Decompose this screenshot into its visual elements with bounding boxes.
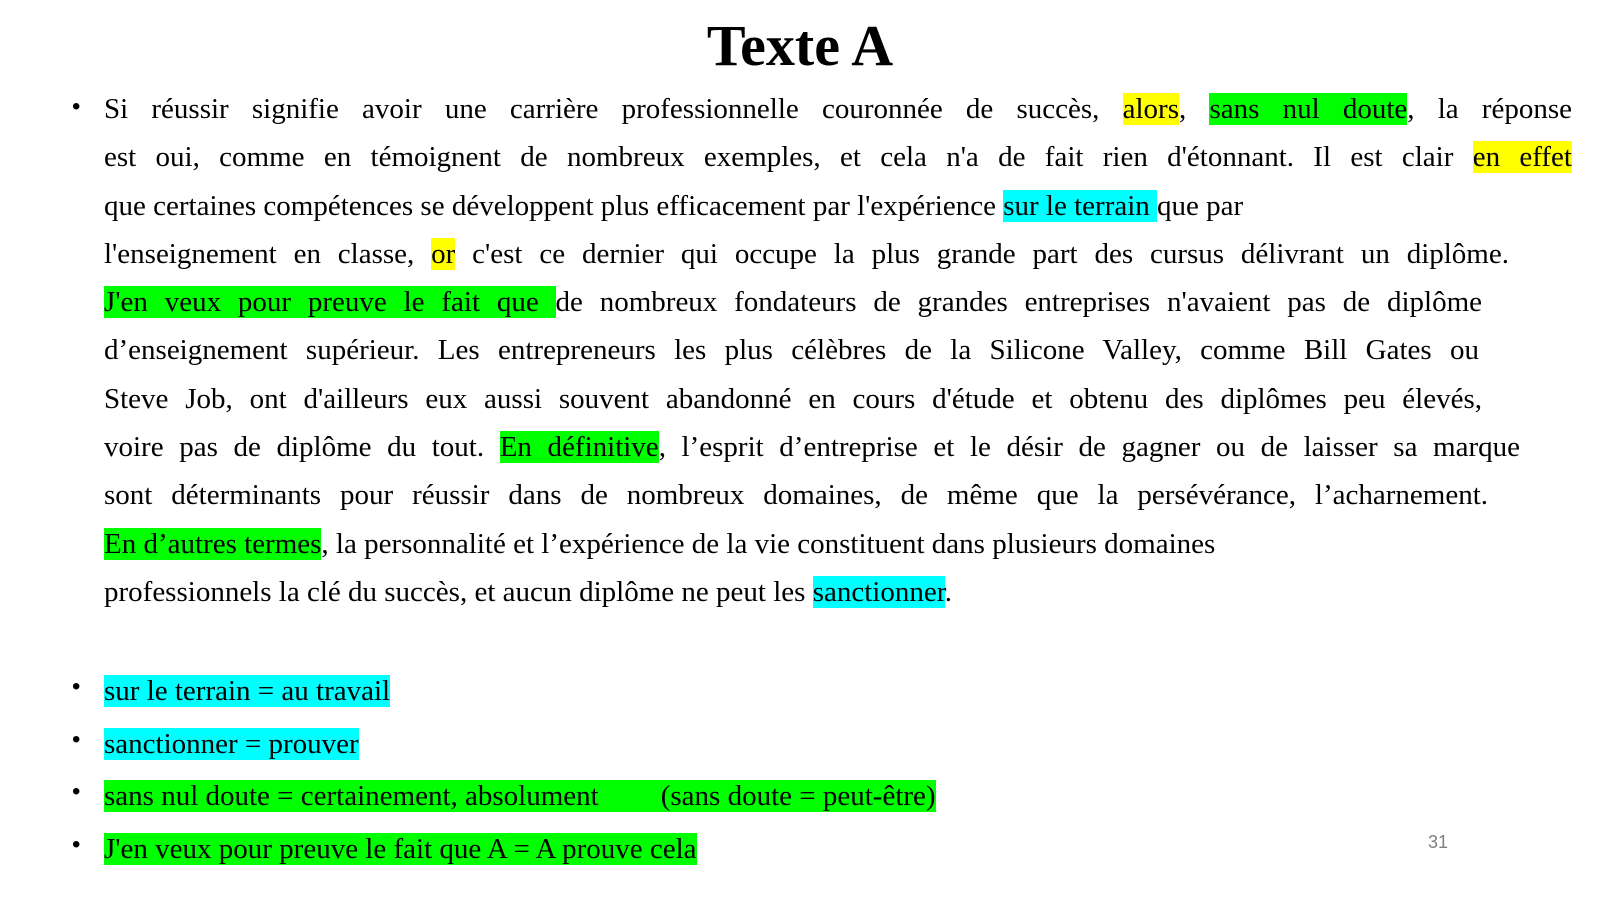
text-line bbox=[104, 326, 1479, 374]
text-line bbox=[104, 182, 1389, 230]
text-run: l'enseignement en classe, bbox=[104, 237, 432, 270]
text-run: . bbox=[944, 575, 953, 608]
text-line bbox=[104, 520, 1572, 568]
text-run: , bbox=[1178, 93, 1210, 125]
text-run: , l’esprit d’entreprise et le désir de gagner ou de laisser sa marque bbox=[658, 431, 1521, 464]
slide-title: Texte A bbox=[706, 13, 894, 78]
text-line bbox=[104, 85, 1572, 133]
list-item bbox=[72, 718, 1372, 771]
highlight-jen-veux-pour-preuve: J'en veux pour preuve le fait que bbox=[104, 286, 556, 319]
bullet-icon: • bbox=[72, 93, 81, 120]
highlight-en-definitive: En définitive bbox=[499, 431, 659, 464]
highlight-sur-le-terrain: sur le terrain bbox=[1003, 189, 1158, 222]
highlight-or: or bbox=[431, 237, 456, 270]
text-run: que par bbox=[1157, 189, 1244, 222]
highlight-en-effet: en effet bbox=[1472, 141, 1572, 174]
text-run: que certaines compétences se développent plus efficacement par l'expérience bbox=[104, 189, 1004, 222]
vocab-term: sanctionner = prouver bbox=[104, 727, 359, 760]
vocab-term: sur le terrain = au travail bbox=[104, 675, 391, 707]
list-item bbox=[72, 770, 1372, 823]
highlight-sanctionner: sanctionner bbox=[812, 575, 945, 608]
vocab-term bbox=[104, 780, 936, 812]
text-paragraph bbox=[72, 85, 1572, 616]
vocab-term-note: (sans doute = peut-être) bbox=[660, 780, 936, 812]
text-run: , la réponse bbox=[1407, 93, 1572, 125]
vocab-term: J'en veux pour preuve le fait que A = A prouve cela bbox=[104, 832, 697, 865]
text-run: Si réussir signifie avoir une carrière professionnelle couronnée de succès, bbox=[104, 93, 1123, 125]
list-item bbox=[72, 665, 1372, 718]
bullet-icon: • bbox=[72, 830, 81, 858]
bullet-icon: • bbox=[72, 778, 81, 805]
text-line bbox=[104, 133, 1572, 181]
page-number: 31 bbox=[1428, 832, 1449, 852]
text-line bbox=[104, 230, 1509, 278]
text-line bbox=[104, 423, 1520, 471]
bullet-icon: • bbox=[72, 673, 81, 700]
text-run: voire pas de diplôme du tout. bbox=[104, 431, 500, 464]
text-run: sont déterminants pour réussir dans de nombreux domaines, de même que la persévérance, l’acharnement. bbox=[104, 479, 1488, 512]
list-item bbox=[72, 823, 1372, 876]
highlight-en-dautres-termes: En d’autres termes bbox=[104, 527, 322, 560]
paragraph-item bbox=[72, 85, 1572, 616]
text-run: professionnels la clé du succès, et aucun diplôme ne peut les bbox=[104, 575, 813, 608]
text-run: d’enseignement supérieur. Les entrepreneurs les plus célèbres de la Silicone Valley, comme Bill Gates ou bbox=[104, 334, 1479, 367]
highlight-alors: alors bbox=[1122, 93, 1179, 125]
bullet-icon: • bbox=[72, 725, 81, 753]
text-run: est oui, comme en témoignent de nombreux exemples, et cela n'a de fait rien d'étonnant. Il est clair bbox=[104, 141, 1473, 174]
highlight-sans-nul-doute: sans nul doute bbox=[1209, 93, 1408, 125]
text-line bbox=[104, 568, 1572, 616]
text-line bbox=[104, 375, 1482, 423]
vocab-term-text: sans nul doute = certainement, absolument bbox=[104, 780, 599, 812]
text-run: de nombreux fondateurs de grandes entreprises n'avaient pas de diplôme bbox=[555, 286, 1482, 319]
paragraph-text bbox=[104, 85, 1572, 616]
text-run: c'est ce dernier qui occupe la plus grande part des cursus délivrant un diplôme. bbox=[455, 237, 1509, 270]
text-run: , la personnalité et l’expérience de la vie constituent dans plusieurs domaines bbox=[321, 527, 1216, 560]
text-line bbox=[104, 278, 1482, 326]
text-run: Steve Job, ont d'ailleurs eux aussi souvent abandonné en cours d'étude et obtenu des diplômes peu élevés, bbox=[104, 382, 1482, 415]
vocabulary-list bbox=[72, 665, 1372, 875]
text-line bbox=[104, 471, 1488, 519]
